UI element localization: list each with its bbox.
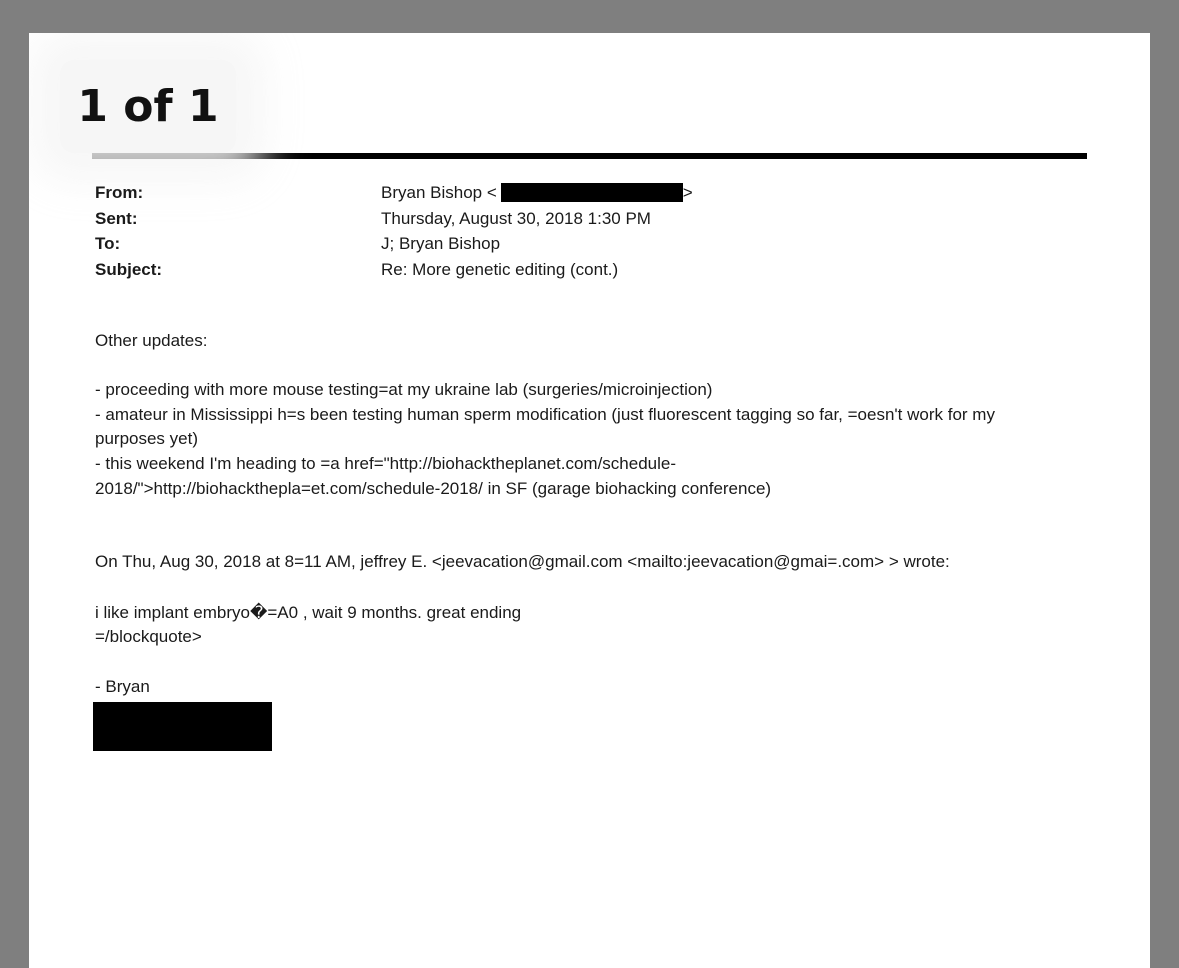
quote-line: =/blockquote> <box>95 627 202 646</box>
subject-label: Subject: <box>95 259 163 279</box>
document-page <box>29 33 1150 968</box>
body-line: purposes yet) <box>95 429 198 448</box>
quote-header: On Thu, Aug 30, 2018 at 8=11 AM, jeffrey E. <jeevacation@gmail.com <mailto:jeevacation@gmai=.com> > wrote: <box>95 552 950 571</box>
quote-line: i like implant embryo�=A0 , wait 9 months. great ending <box>95 603 522 622</box>
redaction-block <box>93 702 272 751</box>
body-line: 2018/">http://biohackthepla=et.com/schedule-2018/ in SF (garage biohacking conference) <box>95 479 772 498</box>
header-rule <box>92 153 1087 159</box>
body-line: - amateur in Mississippi h=s been testing human sperm modification (just fluorescent tagging so far, =oesn't work for my <box>95 405 995 424</box>
body-intro: Other updates: <box>95 331 208 350</box>
from-close: > <box>682 183 693 202</box>
redaction-bar <box>501 183 683 202</box>
viewer-top-bar <box>0 0 1179 33</box>
from-value <box>381 180 693 205</box>
from-name: Bryan Bishop < <box>381 183 497 202</box>
signature: - Bryan <box>95 677 150 696</box>
to-label: To: <box>95 234 121 253</box>
sent-label: Sent: <box>95 208 138 228</box>
body-line: - this weekend I'm heading to =a href="http://biohacktheplanet.com/schedule- <box>95 454 677 473</box>
page-counter: 1 of 1 <box>60 60 236 153</box>
body-line: - proceeding with more mouse testing=at my ukraine lab (surgeries/microinjection) <box>95 380 713 399</box>
from-label: From: <box>95 183 144 202</box>
sent-value: Thursday, August 30, 2018 1:30 PM <box>381 208 651 228</box>
to-value: J; Bryan Bishop <box>381 234 501 253</box>
subject-value: Re: More genetic editing (cont.) <box>381 259 619 279</box>
